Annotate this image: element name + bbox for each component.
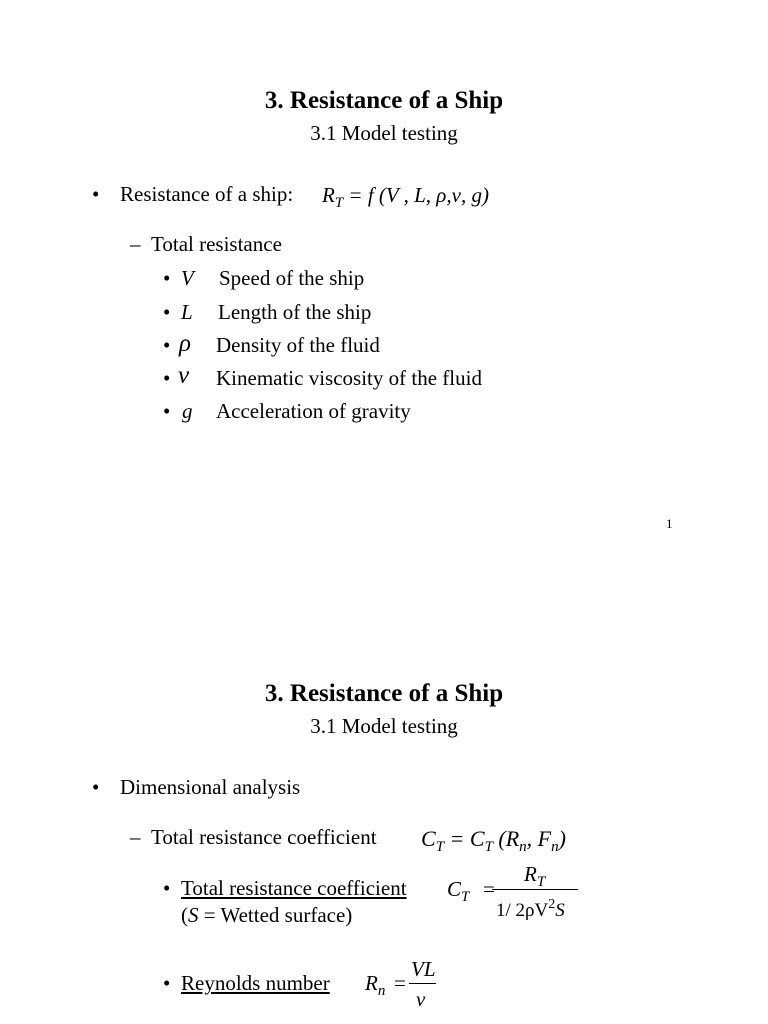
item-rn-fraction-bar — [409, 983, 436, 984]
page1-formula — [322, 183, 489, 211]
item-rn-eq: = — [394, 971, 406, 995]
var-symbol: ν — [178, 362, 190, 389]
item-rn-bullet: • — [163, 971, 171, 995]
item-ct-numerator — [524, 862, 546, 890]
item-ct-eq: = — [483, 877, 495, 901]
page2-title: 3. Resistance of a Ship — [264, 680, 504, 707]
formula-lhs: R — [322, 183, 335, 207]
var-symbol: ρ — [179, 330, 191, 357]
var-bullet: • — [163, 300, 171, 324]
page1-title: 3. Resistance of a Ship — [264, 87, 504, 114]
rn-lhs: R — [365, 971, 378, 995]
note-sym: S — [188, 903, 199, 927]
item-ct-label: Total resistance coefficient — [181, 876, 407, 900]
page1-bullet1-label: Resistance of a ship: — [120, 182, 294, 206]
ct-den-sup: 2 — [548, 897, 556, 912]
var-bullet: • — [163, 366, 171, 390]
page1-dash: – — [130, 232, 141, 256]
rn-lhs-sub: n — [377, 983, 386, 999]
page1-bullet-dot: • — [92, 182, 100, 206]
ct-c: C — [421, 826, 436, 851]
note-open: ( — [181, 903, 188, 927]
var-bullet: • — [163, 399, 171, 423]
ct-n: n — [519, 839, 527, 855]
page2-dash: – — [130, 825, 141, 849]
item-rn-denominator: ν — [416, 987, 426, 1011]
ct-den: 1/ 2ρV — [496, 900, 549, 921]
page1-subtitle: 3.1 Model testing — [310, 121, 458, 145]
ct-t: T — [435, 839, 445, 855]
ct-open: (R — [498, 826, 520, 851]
ct-formula — [421, 826, 566, 855]
ct-den-s: S — [555, 900, 565, 921]
ct-eq: = C — [449, 826, 485, 851]
ct-num: R — [524, 862, 537, 886]
formula-rhs: = f (V , L, ρ,ν, g) — [348, 183, 489, 207]
var-text: Acceleration of gravity — [216, 399, 411, 423]
ct-comma: , F — [526, 826, 552, 851]
formula-lhs-sub: T — [334, 195, 344, 211]
note-rest: = Wetted surface) — [198, 903, 353, 927]
var-symbol: g — [182, 399, 193, 423]
item-ct-denominator — [496, 897, 565, 922]
ct-close: ) — [558, 826, 566, 851]
page2-subtitle: 3.1 Model testing — [310, 714, 458, 738]
page2-sub-label: Total resistance coefficient — [151, 825, 377, 849]
item-rn-lhs — [365, 971, 386, 999]
ct-lhs: C — [447, 877, 462, 901]
var-bullet: • — [163, 266, 171, 290]
item-rn-numerator: VL — [411, 957, 436, 981]
var-bullet: • — [163, 333, 171, 357]
var-text: Length of the ship — [218, 300, 372, 324]
ct-lhs-sub: T — [461, 889, 470, 905]
page2-bullet1-label: Dimensional analysis — [120, 775, 301, 799]
item-ct-bullet: • — [163, 876, 171, 900]
item-ct-lhs — [447, 877, 470, 905]
var-text: Speed of the ship — [219, 266, 365, 290]
ct-num-sub: T — [536, 874, 546, 890]
var-text: Density of the fluid — [216, 333, 380, 357]
ct-t2: T — [484, 839, 493, 855]
ct-n2: n — [551, 839, 559, 855]
page-number: 1 — [666, 516, 673, 531]
item-rn-label: Reynolds number — [181, 971, 330, 995]
page1-sub-label: Total resistance — [151, 232, 282, 256]
item-ct-note — [181, 903, 352, 928]
page2-bullet-dot: • — [92, 775, 100, 799]
var-text: Kinematic viscosity of the fluid — [216, 366, 482, 390]
var-symbol: V — [181, 266, 194, 290]
var-symbol: L — [181, 300, 193, 324]
item-ct-fraction-bar — [492, 889, 578, 890]
